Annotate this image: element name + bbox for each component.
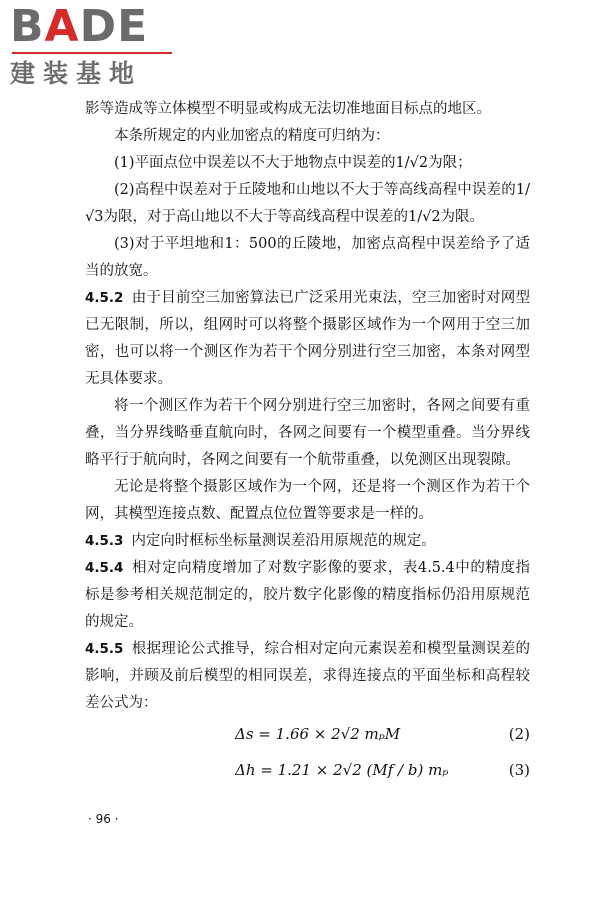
formula-expression: Δs = 1.66 × 2√2 mₚM: [235, 725, 401, 743]
logo-rule: [12, 52, 172, 54]
formula-expression: Δh = 1.21 × 2√2 (Mf / b) mₚ: [235, 761, 449, 779]
bade-logo: [10, 1, 180, 94]
section-number: 4.5.5: [85, 641, 124, 657]
logo-subtitle: 建装基地: [10, 59, 143, 88]
paragraph-p4: (3)对于平坦地和1：500的丘陵地，加密点高程中误差给予了适当的放宽。: [85, 236, 530, 279]
section-text: 相对定向精度增加了对数字影像的要求，表4.5.4中的精度指标是参考相关规范制定的，胶片数字化影像的精度指标仍沿用原规范的规定。: [85, 560, 530, 630]
formula-3: [85, 753, 530, 789]
paragraph-p0: 影等造成等立体模型不明显或构成无法切准地面目标点的地区。: [85, 101, 491, 117]
page-body: [85, 96, 530, 789]
paragraph-4-5-4: [85, 555, 530, 636]
paragraph-p2: (1)平面点位中误差以不大于地物点中误差的1/√2为限；: [114, 155, 472, 171]
paragraph-4-5-3: [85, 528, 530, 555]
section-text: 由于目前空三加密算法已广泛采用光束法，空三加密时对网型已无限制，所以，组网时可以将整个摄影区域作为一个网用于空三加密，也可以将一个测区作为若干个网分别进行空三加密，本条对网型无具体要求。: [85, 290, 530, 387]
formula-number: (2): [508, 725, 530, 743]
formula-number: (3): [508, 761, 530, 779]
paragraph-p7: 无论是将整个摄影区域作为一个网，还是将一个测区作为若干个网，其模型连接点数、配置点位位置等要求是一样的。: [85, 479, 530, 522]
section-number: 4.5.3: [85, 533, 124, 549]
paragraph-p3: (2)高程中误差对于丘陵地和山地以不大于等高线高程中误差的1/√3为限，对于高山地以不大于等高线高程中误差的1/√2为限。: [85, 182, 530, 225]
paragraph-p1: 本条所规定的内业加密点的精度可归纳为：: [114, 128, 390, 144]
paragraph-p6: 将一个测区作为若干个网分别进行空三加密时，各网之间要有重叠，当分界线略垂直航向时，各网之间要有一个模型重叠。当分界线略平行于航向时，各网之间要有一个航带重叠，以免测区出现裂隙。: [85, 398, 530, 468]
page-number: · 96 ·: [88, 812, 119, 826]
paragraph-4-5-2: [85, 285, 530, 393]
section-text: 根据理论公式推导，综合相对定向元素误差和模型量测误差的影响，并顾及前后模型的相同误差，求得连接点的平面坐标和高程较差公式为：: [85, 641, 530, 711]
section-number: 4.5.2: [85, 290, 124, 306]
paragraph-4-5-5: [85, 636, 530, 717]
logo-wordmark: BADE: [10, 1, 149, 52]
formula-2: [85, 717, 530, 753]
section-number: 4.5.4: [85, 560, 124, 576]
section-text: 内定向时框标坐标量测误差沿用原规范的规定。: [131, 533, 436, 549]
